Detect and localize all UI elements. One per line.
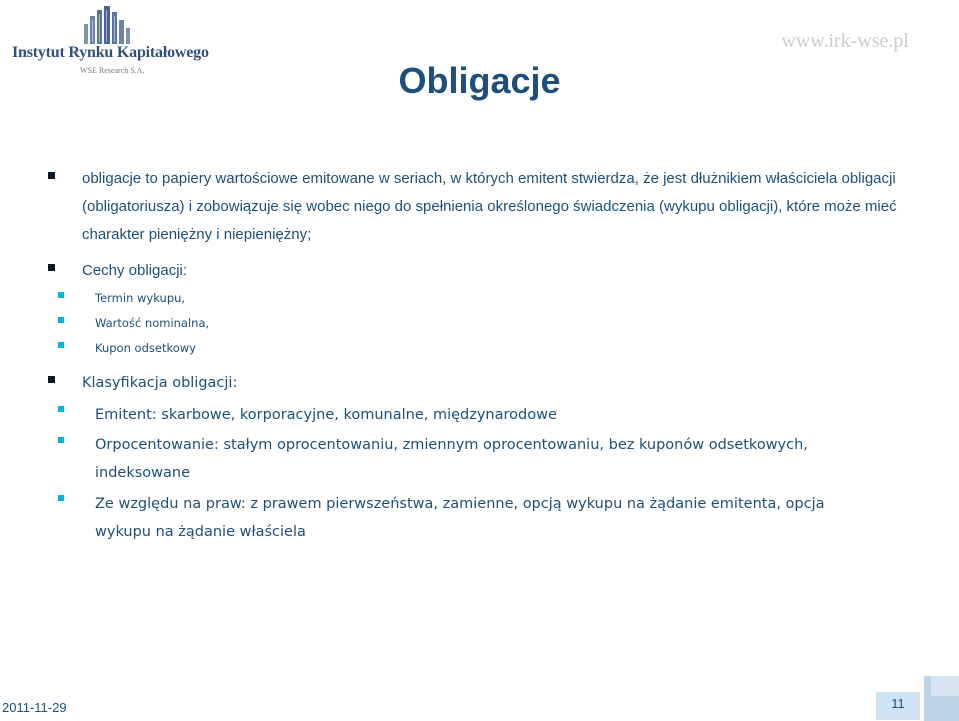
feature-item: Wartość nominalna, — [95, 316, 210, 330]
classification-item: Orpocentowanie: stałym oprocentowaniu, zmiennym oprocentowaniu, bez kuponów odsetkowych, indeksowane — [95, 437, 808, 481]
classification-item: Emitent: skarbowe, korporacyjne, komunalne, międzynarodowe — [95, 407, 557, 423]
site-url: www.irk-wse.pl — [781, 30, 909, 52]
bullet-main-icon — [48, 172, 55, 179]
bullet-main-icon — [48, 376, 55, 383]
feature-item: Termin wykupu, — [95, 291, 186, 305]
features-label: Cechy obligacji: — [82, 262, 188, 279]
bullet-sub-icon — [58, 342, 64, 348]
logo-subtitle: WSE Research S.A. — [80, 66, 145, 75]
bullet-sub-icon — [58, 437, 64, 443]
corner-decoration — [931, 676, 959, 696]
classification-label: Klasyfikacja obligacji: — [82, 375, 238, 391]
city-skyline-icon — [82, 6, 132, 44]
intro-text: obligacje to papiery wartościowe emitowane w seriach, w których emitent stwierdza, że jest dłużnikiem właściciela obligacji (obligatoriusza) i zobowiązuje się wobec niego do spełnienia określonego świadczenia (wykupu obligacji), które może mieć charakter pieniężny i niepieniężny; — [82, 170, 897, 243]
logo-title: Instytut Rynku Kapitałowego — [12, 44, 209, 61]
bullet-sub-icon — [58, 406, 64, 412]
bullet-main-icon — [48, 264, 55, 271]
page-title: Obligacje — [398, 60, 561, 101]
bullet-sub-icon — [58, 317, 64, 323]
bullet-sub-icon — [58, 292, 64, 298]
bullet-sub-icon — [58, 495, 64, 501]
feature-item: Kupon odsetkowy — [95, 341, 196, 355]
classification-item: Ze względu na praw: z prawem pierwszeństwa, zamienne, opcją wykupu na żądanie emitenta, opcja wykupu na żądanie właściela — [95, 496, 825, 540]
footer-date: 2011-11-29 — [2, 700, 67, 715]
page-number: 11 — [891, 696, 905, 711]
